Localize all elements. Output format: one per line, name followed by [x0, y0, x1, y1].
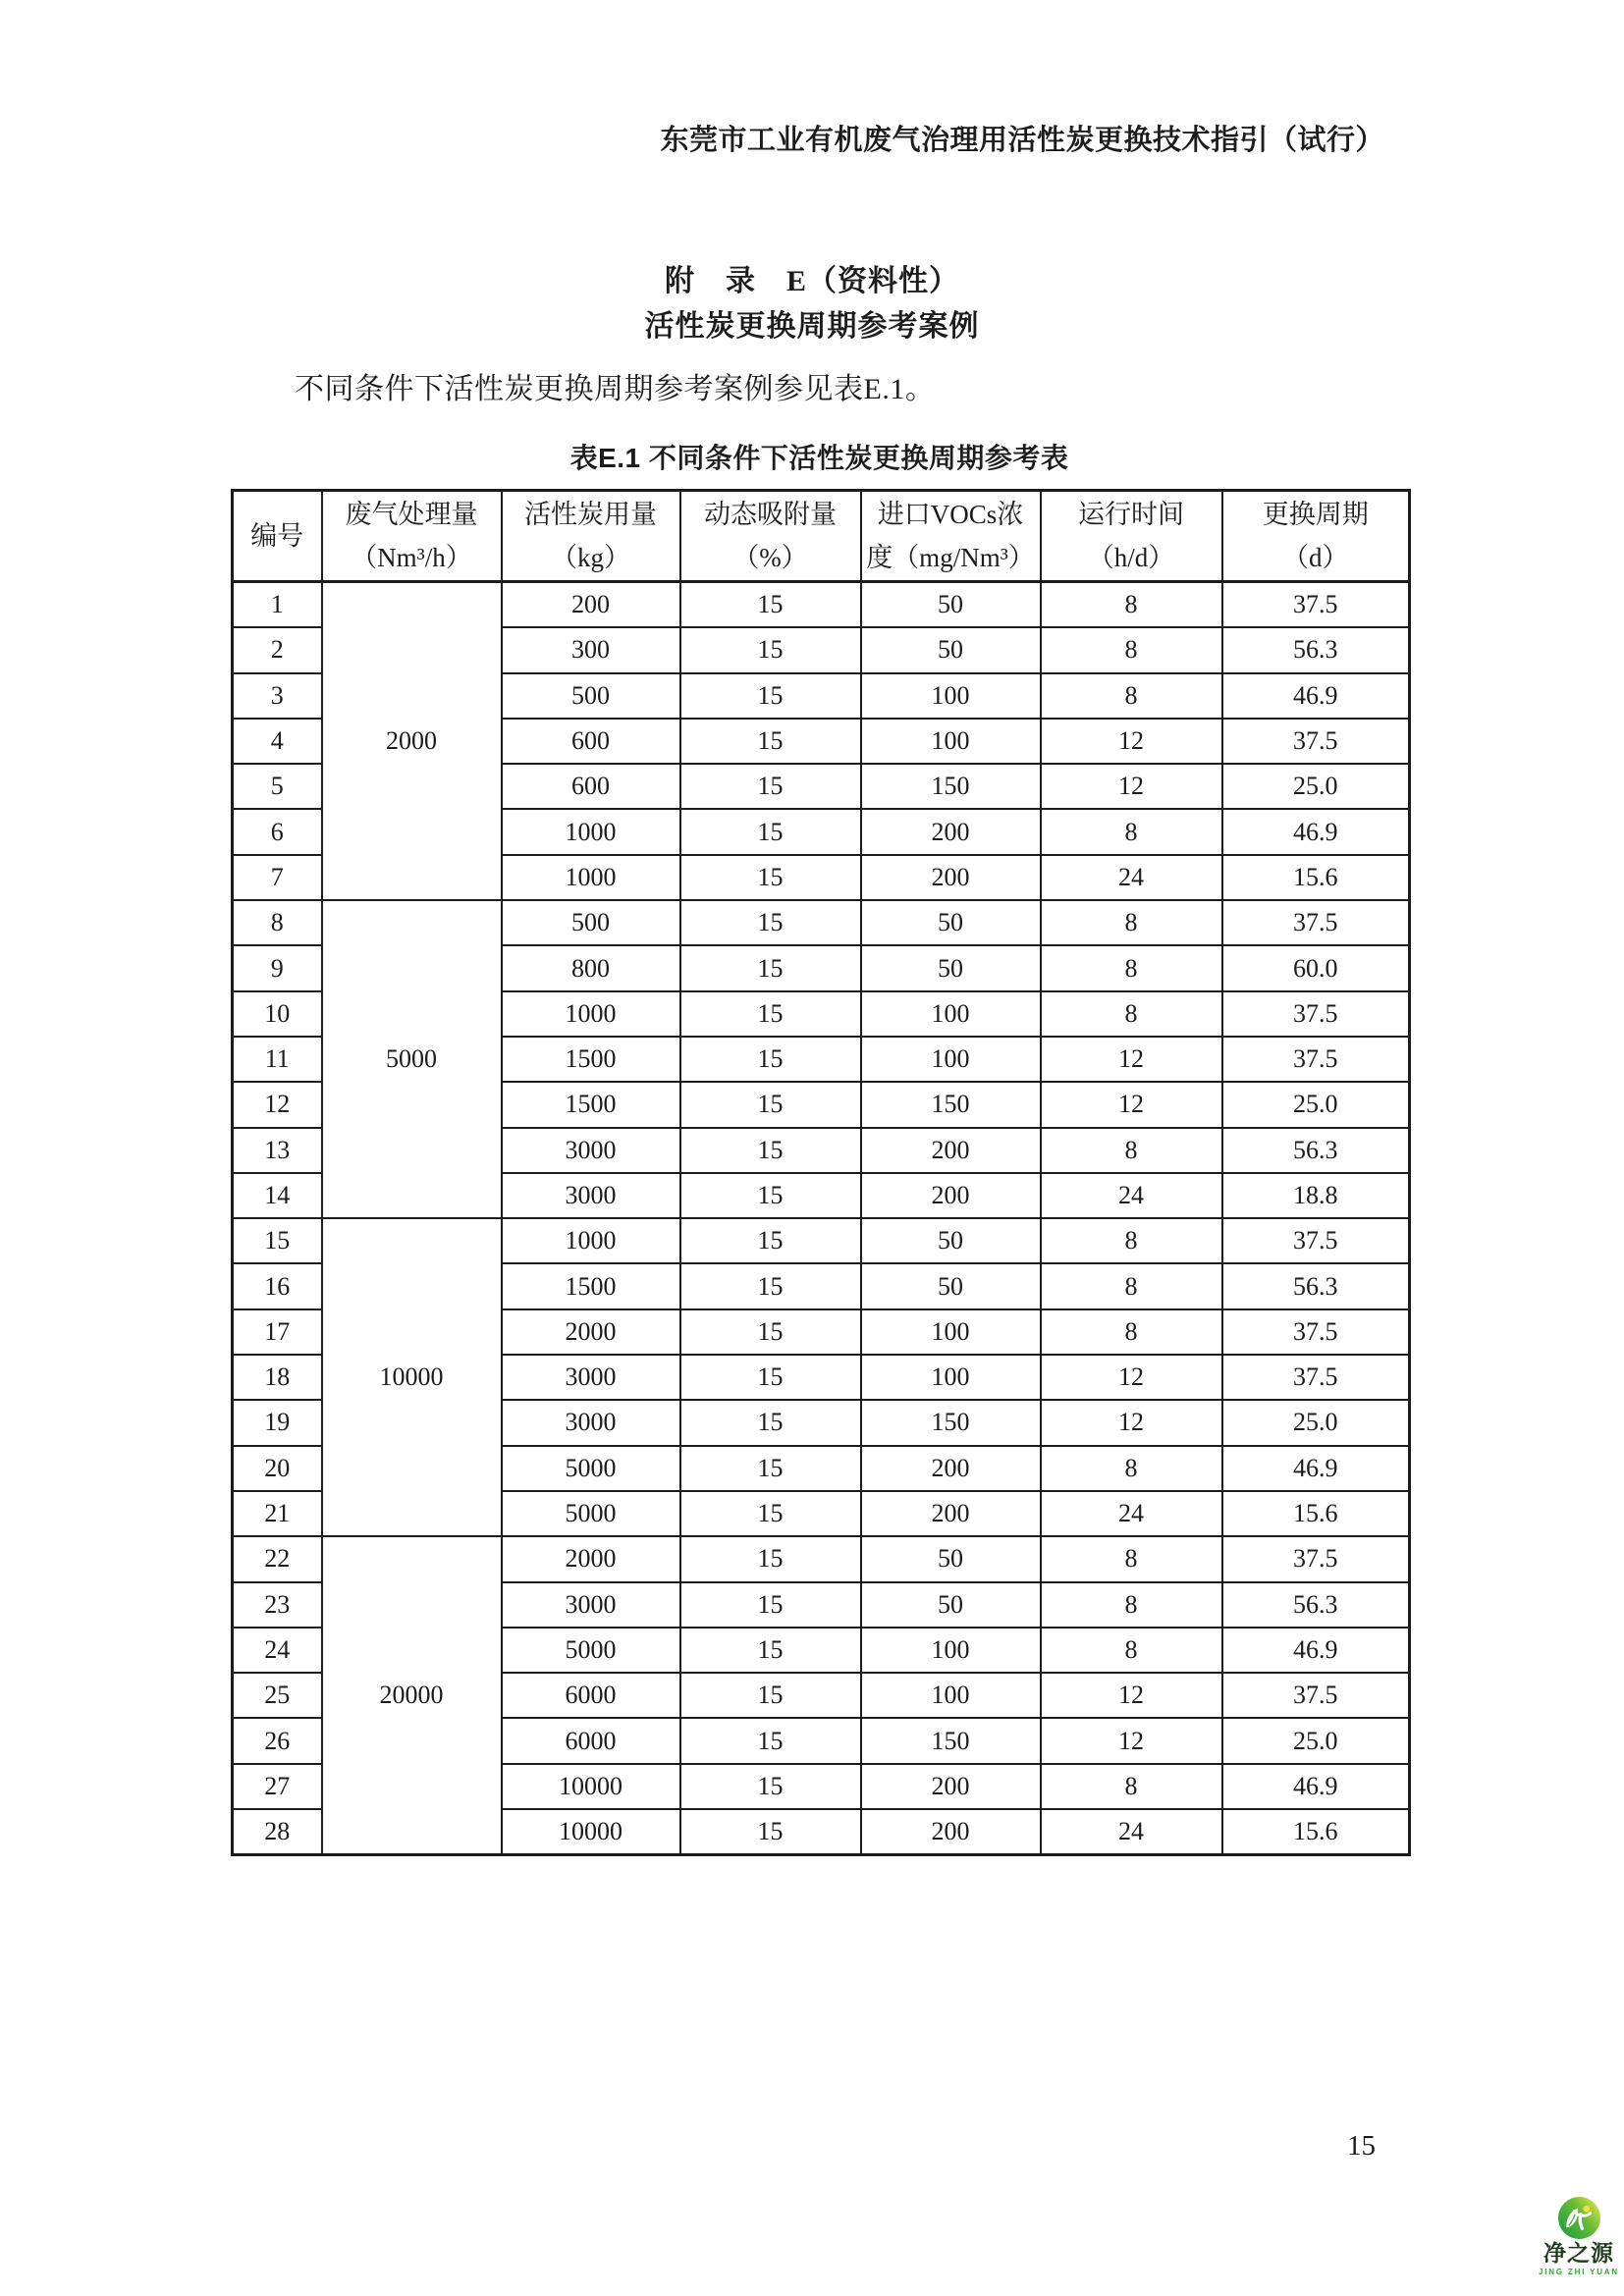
column-header-1: 废气处理量 （Nm³/h）: [322, 491, 502, 582]
cell-carbon-amount: 3000: [502, 1400, 680, 1445]
cell-vocs-concentration: 200: [861, 1128, 1041, 1173]
cell-number: 8: [233, 900, 322, 945]
cell-dynamic-adsorption: 15: [680, 673, 861, 719]
cell-number: 19: [233, 1400, 322, 1445]
cell-number: 5: [233, 764, 322, 809]
cell-carbon-amount: 5000: [502, 1446, 680, 1491]
cell-replacement-cycle: 15.6: [1222, 855, 1410, 900]
cell-carbon-amount: 3000: [502, 1128, 680, 1173]
cell-operating-hours: 8: [1041, 809, 1222, 854]
cell-carbon-amount: 300: [502, 627, 680, 672]
leaf-person-logo-icon: [1557, 2196, 1601, 2240]
cell-operating-hours: 12: [1041, 1355, 1222, 1400]
cell-number: 22: [233, 1536, 322, 1581]
cell-dynamic-adsorption: 15: [680, 1037, 861, 1082]
cell-vocs-concentration: 50: [861, 1218, 1041, 1263]
cell-gas-volume-group-1: 5000: [322, 900, 502, 1218]
cell-dynamic-adsorption: 15: [680, 1400, 861, 1445]
cell-number: 21: [233, 1491, 322, 1536]
cell-operating-hours: 8: [1041, 900, 1222, 945]
cell-number: 25: [233, 1673, 322, 1718]
page-number: 15: [1347, 2130, 1376, 2162]
cell-number: 26: [233, 1718, 322, 1763]
cell-replacement-cycle: 37.5: [1222, 1218, 1410, 1263]
company-logo: [1535, 2196, 1623, 2276]
cell-number: 15: [233, 1218, 322, 1263]
cell-carbon-amount: 6000: [502, 1718, 680, 1763]
cell-carbon-amount: 1000: [502, 855, 680, 900]
cell-dynamic-adsorption: 15: [680, 991, 861, 1037]
cell-carbon-amount: 10000: [502, 1764, 680, 1809]
cell-carbon-amount: 1500: [502, 1082, 680, 1127]
cell-dynamic-adsorption: 15: [680, 945, 861, 990]
cell-replacement-cycle: 37.5: [1222, 900, 1410, 945]
cell-operating-hours: 12: [1041, 719, 1222, 764]
cell-dynamic-adsorption: 15: [680, 1218, 861, 1263]
cell-dynamic-adsorption: 15: [680, 809, 861, 854]
cell-number: 4: [233, 719, 322, 764]
cell-dynamic-adsorption: 15: [680, 1809, 861, 1855]
cell-replacement-cycle: 15.6: [1222, 1491, 1410, 1536]
cell-number: 14: [233, 1173, 322, 1218]
cell-number: 23: [233, 1582, 322, 1628]
cell-number: 28: [233, 1809, 322, 1855]
cell-dynamic-adsorption: 15: [680, 1128, 861, 1173]
cell-replacement-cycle: 46.9: [1222, 673, 1410, 719]
cell-carbon-amount: 3000: [502, 1355, 680, 1400]
column-header-3: 动态吸附量 （%）: [680, 491, 861, 582]
table-row: [233, 1536, 1410, 1581]
cell-operating-hours: 12: [1041, 1673, 1222, 1718]
cell-number: 16: [233, 1263, 322, 1308]
cell-carbon-amount: 3000: [502, 1173, 680, 1218]
cell-dynamic-adsorption: 15: [680, 1491, 861, 1536]
cell-replacement-cycle: 37.5: [1222, 991, 1410, 1037]
table-title: 表E.1 不同条件下活性炭更换周期参考表: [569, 443, 1069, 473]
cell-number: 9: [233, 945, 322, 990]
cell-vocs-concentration: 50: [861, 1536, 1041, 1581]
cell-replacement-cycle: 56.3: [1222, 1128, 1410, 1173]
table-row: [233, 1218, 1410, 1263]
cell-gas-volume-group-2: 10000: [322, 1218, 502, 1536]
cell-operating-hours: 24: [1041, 1491, 1222, 1536]
cell-operating-hours: 24: [1041, 1173, 1222, 1218]
cell-replacement-cycle: 15.6: [1222, 1809, 1410, 1855]
cell-number: 6: [233, 809, 322, 854]
cell-number: 13: [233, 1128, 322, 1173]
cell-replacement-cycle: 37.5: [1222, 1355, 1410, 1400]
cell-vocs-concentration: 50: [861, 945, 1041, 990]
cell-operating-hours: 12: [1041, 1718, 1222, 1763]
cell-number: 18: [233, 1355, 322, 1400]
cell-number: 12: [233, 1082, 322, 1127]
cell-replacement-cycle: 25.0: [1222, 1082, 1410, 1127]
column-header-6: 更换周期 （d）: [1222, 491, 1410, 582]
cell-number: 24: [233, 1628, 322, 1673]
cell-operating-hours: 8: [1041, 1628, 1222, 1673]
cell-vocs-concentration: 50: [861, 900, 1041, 945]
cell-dynamic-adsorption: 15: [680, 855, 861, 900]
cell-dynamic-adsorption: 15: [680, 900, 861, 945]
cell-number: 20: [233, 1446, 322, 1491]
cell-operating-hours: 8: [1041, 991, 1222, 1037]
cell-number: 17: [233, 1309, 322, 1355]
logo-name-english: JING ZHI YUAN: [1539, 2268, 1619, 2276]
cell-dynamic-adsorption: 15: [680, 1536, 861, 1581]
cell-dynamic-adsorption: 15: [680, 627, 861, 672]
cell-dynamic-adsorption: 15: [680, 1355, 861, 1400]
cell-replacement-cycle: 56.3: [1222, 627, 1410, 672]
table-header-row: [233, 491, 1410, 582]
cell-replacement-cycle: 37.5: [1222, 719, 1410, 764]
cell-carbon-amount: 200: [502, 582, 680, 628]
cell-carbon-amount: 800: [502, 945, 680, 990]
cell-vocs-concentration: 50: [861, 1263, 1041, 1308]
cell-operating-hours: 8: [1041, 1218, 1222, 1263]
cell-operating-hours: 8: [1041, 1764, 1222, 1809]
cell-vocs-concentration: 150: [861, 1400, 1041, 1445]
column-header-5: 运行时间 （h/d）: [1041, 491, 1222, 582]
cell-replacement-cycle: 25.0: [1222, 1718, 1410, 1763]
cell-dynamic-adsorption: 15: [680, 1582, 861, 1628]
cell-dynamic-adsorption: 15: [680, 1628, 861, 1673]
cell-replacement-cycle: 37.5: [1222, 582, 1410, 628]
cell-vocs-concentration: 100: [861, 1673, 1041, 1718]
cell-carbon-amount: 6000: [502, 1673, 680, 1718]
cell-vocs-concentration: 50: [861, 582, 1041, 628]
cell-number: 7: [233, 855, 322, 900]
cell-dynamic-adsorption: 15: [680, 719, 861, 764]
cell-dynamic-adsorption: 15: [680, 1309, 861, 1355]
cell-carbon-amount: 10000: [502, 1809, 680, 1855]
cell-vocs-concentration: 200: [861, 1809, 1041, 1855]
cell-vocs-concentration: 200: [861, 1173, 1041, 1218]
cell-carbon-amount: 500: [502, 673, 680, 719]
cell-carbon-amount: 1500: [502, 1037, 680, 1082]
cell-carbon-amount: 500: [502, 900, 680, 945]
cell-operating-hours: 8: [1041, 673, 1222, 719]
cell-carbon-amount: 3000: [502, 1582, 680, 1628]
cell-carbon-amount: 2000: [502, 1309, 680, 1355]
logo-name-chinese: 净之源: [1543, 2240, 1614, 2266]
cell-carbon-amount: 600: [502, 719, 680, 764]
table-body: [233, 582, 1410, 1855]
cell-operating-hours: 8: [1041, 945, 1222, 990]
cell-operating-hours: 8: [1041, 1582, 1222, 1628]
cell-vocs-concentration: 100: [861, 673, 1041, 719]
cell-vocs-concentration: 200: [861, 855, 1041, 900]
cell-replacement-cycle: 37.5: [1222, 1309, 1410, 1355]
column-header-4: 进口VOCs浓 度（mg/Nm³）: [861, 491, 1041, 582]
cell-dynamic-adsorption: 15: [680, 1673, 861, 1718]
cell-operating-hours: 24: [1041, 855, 1222, 900]
cell-replacement-cycle: 46.9: [1222, 1446, 1410, 1491]
cell-gas-volume-group-0: 2000: [322, 582, 502, 901]
cell-vocs-concentration: 100: [861, 1628, 1041, 1673]
cell-replacement-cycle: 46.9: [1222, 1764, 1410, 1809]
cell-dynamic-adsorption: 15: [680, 582, 861, 628]
column-header-0: 编号: [233, 491, 322, 582]
cell-dynamic-adsorption: 15: [680, 1173, 861, 1218]
cell-replacement-cycle: 37.5: [1222, 1536, 1410, 1581]
cell-dynamic-adsorption: 15: [680, 1764, 861, 1809]
cell-vocs-concentration: 100: [861, 1355, 1041, 1400]
cell-dynamic-adsorption: 15: [680, 1263, 861, 1308]
intro-paragraph: 不同条件下活性炭更换周期参考案例参见表E.1。: [295, 373, 936, 405]
cell-carbon-amount: 5000: [502, 1628, 680, 1673]
cell-vocs-concentration: 100: [861, 1309, 1041, 1355]
cell-operating-hours: 8: [1041, 1446, 1222, 1491]
cell-operating-hours: 8: [1041, 1309, 1222, 1355]
replacement-cycle-reference-table: [231, 489, 1411, 1856]
cell-replacement-cycle: 37.5: [1222, 1673, 1410, 1718]
cell-number: 2: [233, 627, 322, 672]
cell-carbon-amount: 600: [502, 764, 680, 809]
cell-vocs-concentration: 150: [861, 1718, 1041, 1763]
header-row: [233, 491, 1410, 582]
cell-vocs-concentration: 200: [861, 809, 1041, 854]
cell-carbon-amount: 1000: [502, 991, 680, 1037]
cell-vocs-concentration: 200: [861, 1491, 1041, 1536]
cell-operating-hours: 8: [1041, 582, 1222, 628]
cell-vocs-concentration: 100: [861, 1037, 1041, 1082]
cell-gas-volume-group-3: 20000: [322, 1536, 502, 1855]
cell-number: 11: [233, 1037, 322, 1082]
cell-operating-hours: 12: [1041, 1082, 1222, 1127]
cell-vocs-concentration: 100: [861, 991, 1041, 1037]
column-header-2: 活性炭用量 （kg）: [502, 491, 680, 582]
cell-operating-hours: 8: [1041, 627, 1222, 672]
cell-operating-hours: 12: [1041, 1037, 1222, 1082]
cell-vocs-concentration: 150: [861, 1082, 1041, 1127]
cell-replacement-cycle: 25.0: [1222, 764, 1410, 809]
cell-number: 3: [233, 673, 322, 719]
cell-replacement-cycle: 37.5: [1222, 1037, 1410, 1082]
cell-operating-hours: 8: [1041, 1128, 1222, 1173]
cell-carbon-amount: 2000: [502, 1536, 680, 1581]
cell-replacement-cycle: 25.0: [1222, 1400, 1410, 1445]
cell-replacement-cycle: 56.3: [1222, 1582, 1410, 1628]
cell-number: 10: [233, 991, 322, 1037]
cell-replacement-cycle: 60.0: [1222, 945, 1410, 990]
cell-carbon-amount: 1500: [502, 1263, 680, 1308]
cell-vocs-concentration: 50: [861, 627, 1041, 672]
cell-dynamic-adsorption: 15: [680, 1718, 861, 1763]
cell-dynamic-adsorption: 15: [680, 1446, 861, 1491]
cell-operating-hours: 12: [1041, 764, 1222, 809]
cell-vocs-concentration: 100: [861, 719, 1041, 764]
cell-carbon-amount: 5000: [502, 1491, 680, 1536]
cell-carbon-amount: 1000: [502, 809, 680, 854]
cell-operating-hours: 12: [1041, 1400, 1222, 1445]
cell-operating-hours: 8: [1041, 1536, 1222, 1581]
cell-dynamic-adsorption: 15: [680, 764, 861, 809]
cell-carbon-amount: 1000: [502, 1218, 680, 1263]
cell-vocs-concentration: 150: [861, 764, 1041, 809]
cell-vocs-concentration: 200: [861, 1764, 1041, 1809]
cell-number: 1: [233, 582, 322, 628]
cell-replacement-cycle: 46.9: [1222, 809, 1410, 854]
cell-replacement-cycle: 56.3: [1222, 1263, 1410, 1308]
cell-number: 27: [233, 1764, 322, 1809]
cell-replacement-cycle: 46.9: [1222, 1628, 1410, 1673]
table-row: [233, 900, 1410, 945]
page-header: 东莞市工业有机废气治理用活性炭更换技术指引（试行）: [660, 125, 1384, 156]
appendix-subtitle: 活性炭更换周期参考案例: [644, 310, 980, 343]
cell-replacement-cycle: 18.8: [1222, 1173, 1410, 1218]
cell-operating-hours: 24: [1041, 1809, 1222, 1855]
cell-operating-hours: 8: [1041, 1263, 1222, 1308]
cell-dynamic-adsorption: 15: [680, 1082, 861, 1127]
table-row: [233, 582, 1410, 628]
appendix-title: 附 录 E（资料性）: [664, 265, 959, 297]
cell-vocs-concentration: 50: [861, 1582, 1041, 1628]
cell-vocs-concentration: 200: [861, 1446, 1041, 1491]
